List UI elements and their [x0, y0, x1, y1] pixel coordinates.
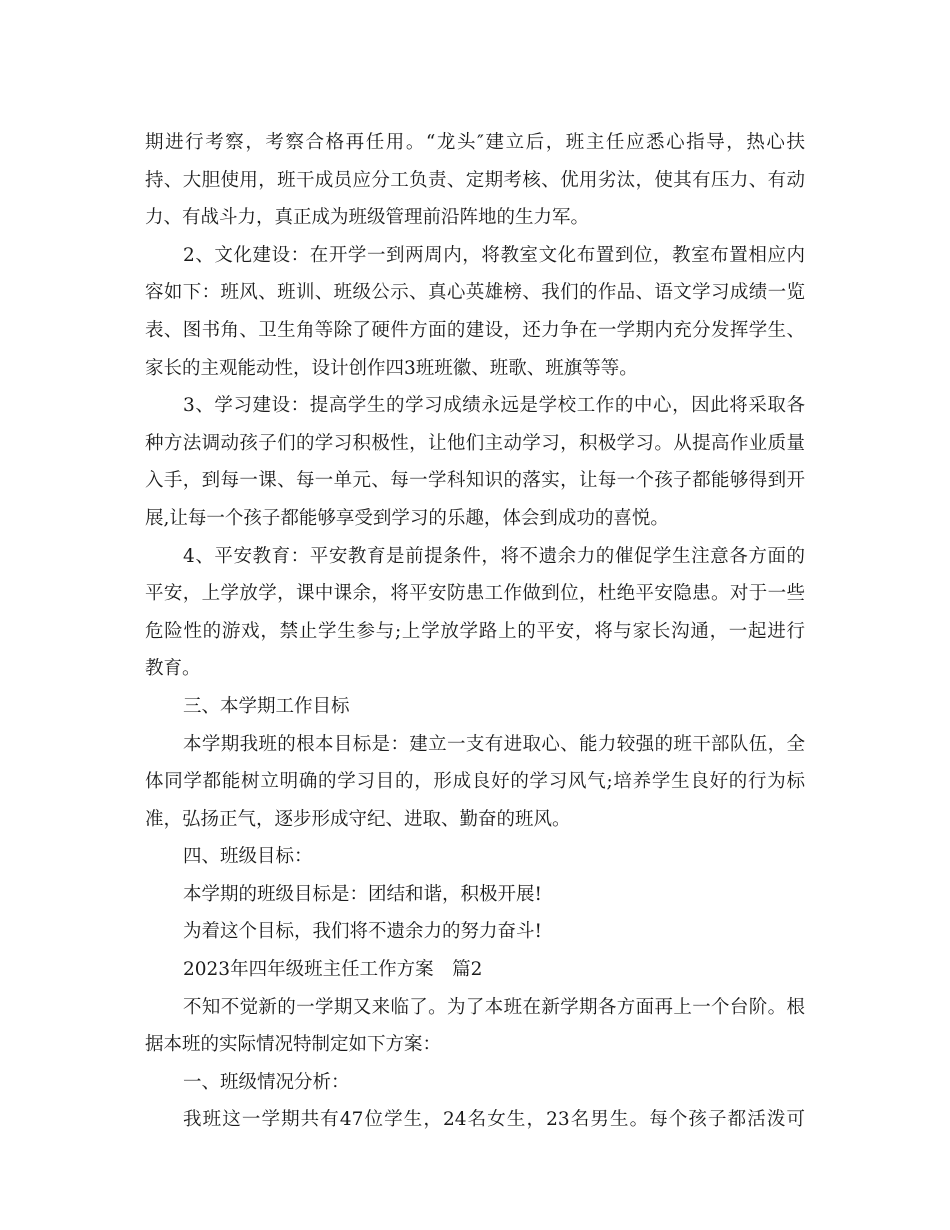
text-line: 不知不觉新的一学期又来临了。为了本班在新学期各方面再上一个台阶。根	[183, 996, 805, 1018]
section-heading: 三、本学期工作目标	[183, 695, 350, 717]
text-line: 本学期我班的根本目标是：建立一支有进取心、能力较强的班干部队伍，全	[183, 733, 805, 755]
text-line: 体同学都能树立明确的学习目的，形成良好的学习风气;培养学生良好的行为标	[145, 771, 805, 793]
text-line: 力、有战斗力，真正成为班级管理前沿阵地的生力军。	[145, 207, 590, 229]
text-line: 危险性的游戏，禁止学生参与;上学放学路上的平安，将与家长沟通，一起进行	[145, 620, 805, 642]
text-line: 2、文化建设：在开学一到两周内，将教室文化布置到位，教室布置相应内	[183, 244, 805, 266]
text-line: 入手，到每一课、每一单元、每一学科知识的落实，让每一个孩子都能够得到开	[145, 470, 805, 492]
article-title: 2023年四年级班主任工作方案 篇2	[183, 959, 483, 981]
text-line: 准，弘扬正气，逐步形成守纪、进取、勤奋的班风。	[145, 808, 571, 830]
section-heading: 一、班级情况分析：	[183, 1071, 350, 1093]
text-line: 期进行考察，考察合格再任用。“龙头″建立后，班主任应悉心指导，热心扶	[145, 132, 805, 153]
text-line: 教育。	[145, 658, 201, 680]
text-line: 我班这一学期共有47位学生，24名女生，23名男生。每个孩子都活泼可	[183, 1109, 805, 1131]
text-line: 表、图书角、卫生角等除了硬件方面的建设，还力争在一学期内充分发挥学生、	[145, 319, 805, 341]
text-line: 本学期的班级目标是：团结和谐，积极开展!	[183, 883, 542, 905]
text-line: 平安，上学放学，课中课余，将平安防患工作做到位，杜绝平安隐患。对于一些	[145, 583, 805, 605]
section-heading: 四、班级目标：	[183, 846, 313, 868]
text-line: 种方法调动孩子们的学习积极性，让他们主动学习，积极学习。从提高作业质量	[145, 432, 805, 454]
text-line: 容如下：班风、班训、班级公示、真心英雄榜、我们的作品、语文学习成绩一览	[145, 282, 805, 304]
text-line: 家长的主观能动性，设计创作四3班班徽、班歌、班旗等等。	[145, 357, 638, 379]
text-line: 持、大胆使用，班干成员应分工负责、定期考核、优用劣汰，使其有压力、有动	[145, 169, 805, 191]
document-body	[145, 124, 805, 1139]
text-line: 为着这个目标，我们将不遗余力的努力奋斗!	[183, 921, 542, 943]
text-line: 据本班的实际情况特制定如下方案：	[145, 1034, 442, 1056]
text-line: 3、学习建设：提高学生的学习成绩永远是学校工作的中心，因此将采取各	[183, 395, 805, 417]
text-line: 4、平安教育：平安教育是前提条件，将不遗余力的催促学生注意各方面的	[183, 545, 805, 567]
text-line: 展,让每一个孩子都能够享受到学习的乐趣，体会到成功的喜悦。	[145, 507, 669, 529]
